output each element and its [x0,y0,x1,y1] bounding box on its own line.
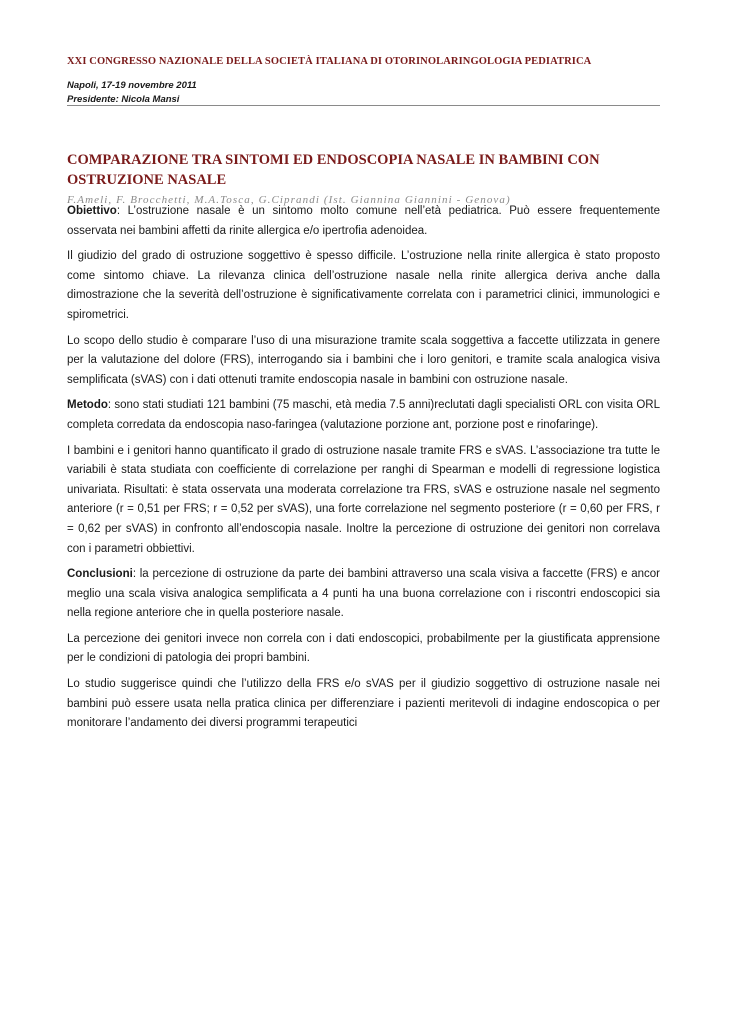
congress-header: XXI CONGRESSO NAZIONALE DELLA SOCIETÀ ITALIANA DI OTORINOLARINGOLOGIA PEDIATRICA [67,56,592,67]
paragraph-text: : sono stati studiati 121 bambini (75 maschi, età media 7.5 anni)reclutati dagli specialisti ORL con visita ORL completa corredata da endoscopia naso-faringea (valutazione porzione ant, porzione post e rinofaringe). [67,399,660,431]
paragraph-text: I bambini e i genitori hanno quantificato il grado di ostruzione nasale tramite FRS e sVAS. L’associazione tra tutte le variabili è stata studiata con coefficiente di correlazione per ranghi di Spearman e modelli di regressione logistica univariata. Risultati: è stata osservata una moderata correlazione tra FRS, sVAS e ostruzione nasale nel segmento anteriore (r = 0,51 per FRS; r = 0,52 per sVAS), una forte correlazione nel segmento posteriore (r = 0,60 per FRS, r = 0,62 per sVAS) in confronto all’endoscopia nasale. Inoltre la percezione di ostruzione dei genitori non correlava con i parametri obbiettivi. [67,444,660,555]
section-lead: Metodo [67,399,108,412]
article-title: COMPARAZIONE TRA SINTOMI ED ENDOSCOPIA NASALE IN BAMBINI CON OSTRUZIONE NASALE [67,152,600,188]
paragraph [67,675,660,734]
paragraph-text: La percezione dei genitori invece non correla con i dati endoscopici, probabilmente per la giustificata apprensione per le condizioni di patologia dei propri bambini. [67,632,660,665]
paragraph-conclusioni [67,565,660,624]
paragraph-text: : L’ostruzione nasale è un sintomo molto comune nell’età pediatrica. Può essere frequentemente osservata nei bambini affetti da rinite allergica e/o ipertrofia adenoidea. [67,205,660,237]
paragraph [67,247,660,325]
header-divider [67,105,660,106]
president-line: Presidente: Nicola Mansi [67,94,180,105]
section-lead: Conclusioni [67,568,133,581]
article-authors: F.Ameli, F. Brocchetti, M.A.Tosca, G.Ciprandi (Ist. Giannina Giannini - Genova) [67,194,511,206]
paragraph [67,332,660,391]
paragraph-text: Il giudizio del grado di ostruzione soggettivo è spesso difficile. L’ostruzione nella rinite allergica è stato proposto come sintomo chiave. La rilevanza clinica dell’ostruzione nasale nella rinite allergica deriva anche dalla dimostrazione che la severità dell’ostruzione è significativamente correlata con i parametrici clinici, immunologici e spirometrici. [67,250,660,321]
paragraph-obiettivo [67,202,660,241]
article-body [67,202,660,740]
paragraph-text: : la percezione di ostruzione da parte dei bambini attraverso una scala visiva a faccette (FRS) e ancor meglio una scala visiva analogica semplificata a 4 punti ha una buona correlazione con i riscontri endoscopici sia nella regione anteriore che in quella posteriore nasale. [67,568,660,620]
paragraph-text: Lo studio suggerisce quindi che l’utilizzo della FRS e/o sVAS per il giudizio soggettivo di ostruzione nasale nei bambini può essere usata nella pratica clinica per differenziare i pazienti meritevoli di indagine endoscopica o per monitorare l’andamento dei diversi programmi terapeutici [67,678,660,730]
paragraph-text: Lo scopo dello studio è comparare l’uso di una misurazione tramite scala soggettiva a faccette utilizzata in genere per la valutazione del dolore (FRS), interrogando sia i bambini che i loro genitori, e tramite scala analogica visiva semplificata (sVAS) con i dati ottenuti tramite endoscopia nasale in bambini con ostruzione nasale. [67,334,660,386]
paragraph-metodo [67,396,660,435]
paragraph [67,630,660,669]
paragraph [67,442,660,560]
date-place: Napoli, 17-19 novembre 2011 [67,80,197,91]
section-lead: Obiettivo [67,205,117,217]
